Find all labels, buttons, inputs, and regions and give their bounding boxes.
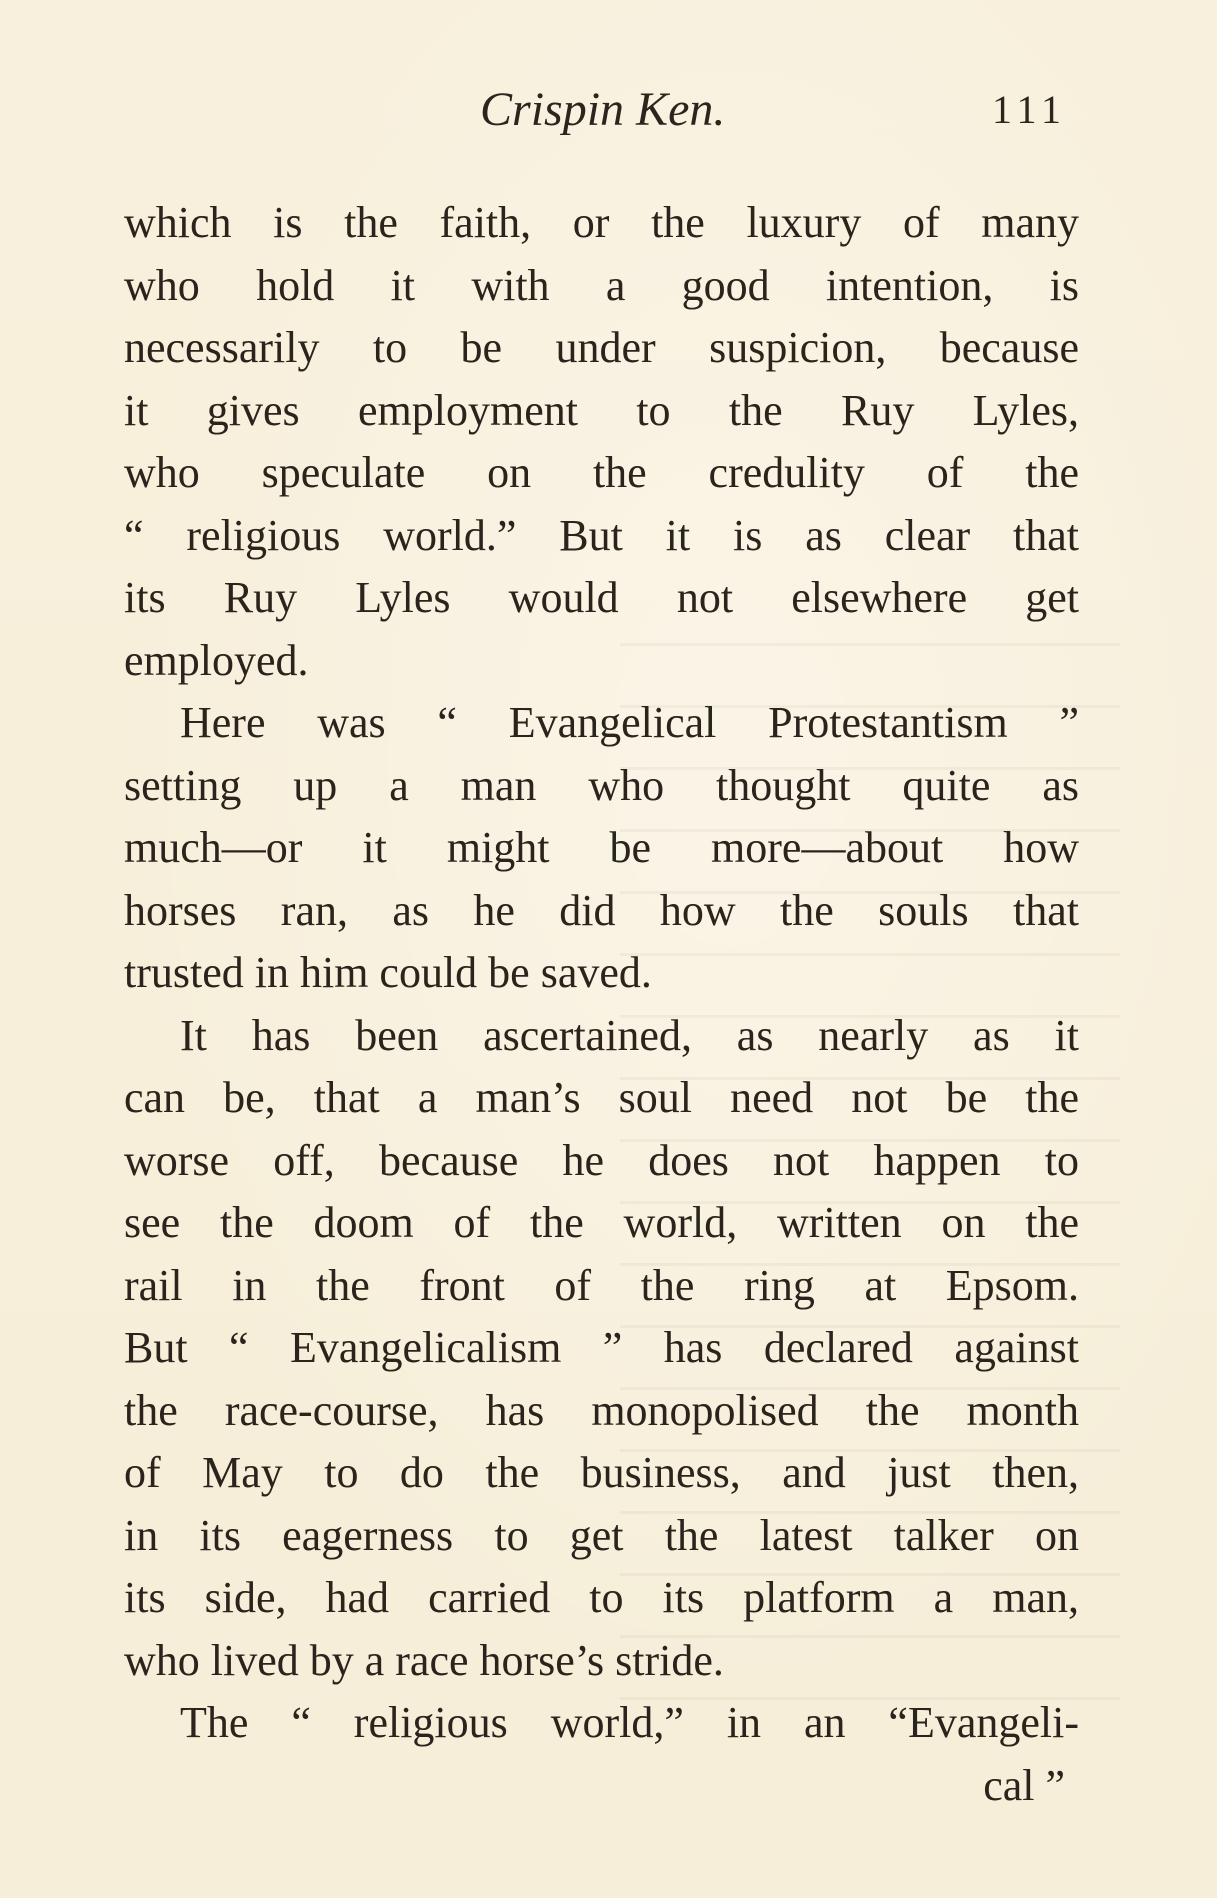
text-line: who lived by a race horse’s stride.: [124, 1635, 724, 1685]
text-line: its Ruy Lyles would not elsewhere get: [124, 573, 1079, 622]
catchword: cal ”: [983, 1760, 1065, 1810]
text-line: can be, that a man’s soul need not be the: [124, 1073, 1079, 1122]
text-line: who speculate on the credulity of the: [124, 448, 1079, 497]
text-line: the race-course, has monopolised the month: [124, 1385, 1079, 1435]
body-text: [124, 192, 1079, 1817]
text-line: employed.: [124, 635, 309, 685]
text-line: of May to do the business, and just then,: [124, 1448, 1079, 1497]
text-line: trusted in him could be saved.: [124, 948, 652, 997]
text-line: Here was “ Evangelical Protestantism ”: [180, 698, 1079, 747]
text-line: setting up a man who thought quite as: [124, 760, 1079, 810]
running-head-title: Crispin Ken.: [480, 83, 726, 136]
running-head: [0, 80, 1217, 140]
text-line: much—or it might be more—about how: [124, 823, 1079, 872]
text-line: necessarily to be under suspicion, because: [124, 323, 1079, 372]
page-number: 111: [991, 87, 1067, 132]
text-line: It has been ascertained, as nearly as it: [180, 1010, 1079, 1060]
text-line: its side, had carried to its platform a man,: [124, 1573, 1079, 1622]
text-line: in its eagerness to get the latest talker on: [124, 1510, 1079, 1560]
text-line: which is the faith, or the luxury of many: [124, 198, 1079, 247]
text-line: see the doom of the world, written on the: [124, 1198, 1079, 1247]
text-line: rail in the front of the ring at Epsom.: [124, 1260, 1079, 1310]
text-line: The “ religious world,” in an “Evangeli-: [180, 1698, 1079, 1747]
text-line: horses ran, as he did how the souls that: [124, 885, 1079, 935]
text-line: “ religious world.” But it is as clear that: [124, 510, 1079, 560]
text-line: it gives employment to the Ruy Lyles,: [124, 385, 1079, 435]
text-line: who hold it with a good intention, is: [124, 260, 1079, 310]
text-line: But “ Evangelicalism ” has declared against: [124, 1323, 1079, 1372]
text-line: worse off, because he does not happen to: [124, 1135, 1079, 1185]
